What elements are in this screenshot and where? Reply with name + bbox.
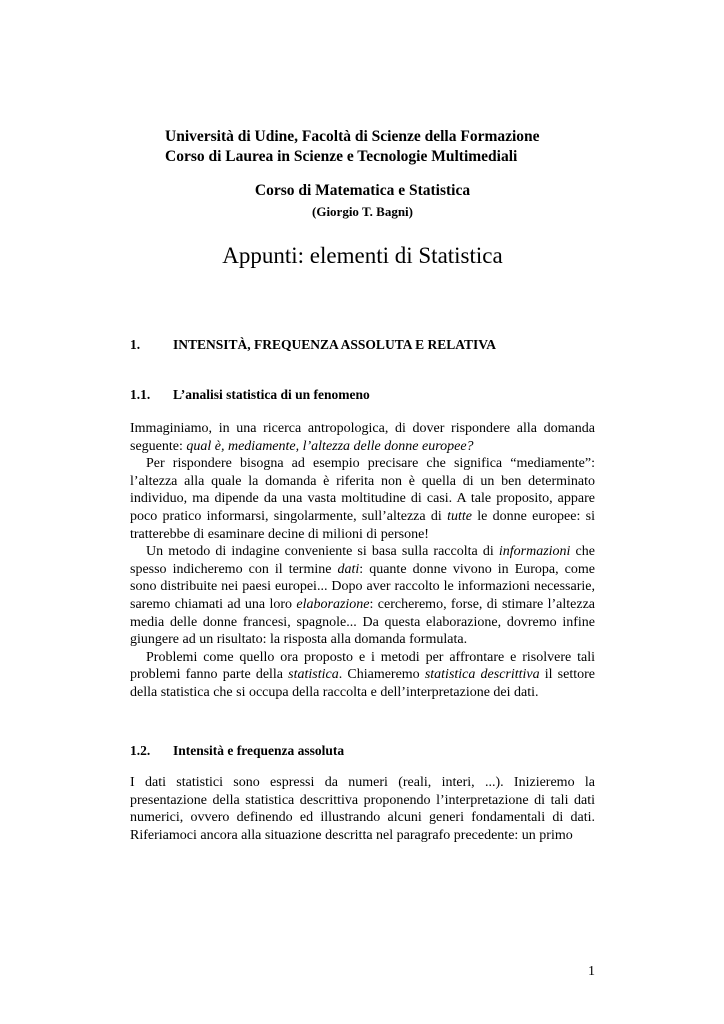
paragraph: I dati statistici sono espressi da numeri (reali, interi, ...). Inizieremo la presentazione della statistica descrittiva proponendo l’interpretazione di tali dati numerici, ovvero definendo ed illustrando alcuni generi fondamentali di dati. Riferiamoci ancora alla situazione descritta nel paragrafo precedente: un primo [130,775,595,843]
section-number: 1. [130,337,141,352]
page-number: 1 [588,964,595,979]
italic-text-run: dati [337,561,360,577]
course-title: Corso di Matematica e Statistica [254,182,471,199]
paragraph [130,455,595,543]
document-title: Appunti: elementi di Statistica [222,243,503,268]
italic-text-run: qual è, mediamente, l’altezza delle donne europee? [186,438,474,454]
section-title: INTENSITÀ, FREQUENZA ASSOLUTA E RELATIVA [173,337,496,352]
subsection-number: 1.1. [130,387,151,402]
text-run: Immaginiamo, in una ricerca antropologica, di dover rispondere alla domanda seguente: [130,421,595,454]
text-run: le donne europee: si tratterebbe di esaminare decine di milioni di persone! [130,508,595,542]
paragraph [130,649,595,702]
course-info [130,181,595,221]
paragraph [130,420,595,455]
university-header [165,127,605,167]
subsection-title: L’analisi statistica di un fenomeno [173,387,370,402]
subsection-number: 1.2. [130,743,151,758]
italic-text-run: informazioni [498,544,571,560]
italic-text-run: statistica descrittiva [424,667,540,683]
subsection-title: Intensità e frequenza assoluta [173,743,345,758]
italic-text-run: statistica [288,667,339,683]
text-run: . Chiameremo [338,667,425,683]
section-heading-1 [130,336,595,354]
subsection-1-2-body [130,774,595,844]
text-run: il settore della statistica che si occupa della raccolta e dell’interpretazione dei dati. [130,667,595,700]
degree-course-line: Corso di Laurea in Scienze e Tecnologie Multimediali [165,148,518,165]
text-run: che spesso indicheremo con il termine [130,544,595,577]
subsection-heading-1-1 [130,386,595,404]
university-line: Università di Udine, Facoltà di Scienze della Formazione [165,128,540,145]
subsection-1-1-body [130,420,595,702]
subsection-heading-1-2 [130,742,595,760]
paragraph [130,543,595,649]
course-author: (Giorgio T. Bagni) [312,204,413,219]
text-run: : cercheremo, forse, di stimare l’altezza media delle donne francesi, spagnole... Da questa elaborazione, dovremo infine giungere ad un risultato: la risposta alla domanda formulata. [130,596,596,648]
text-run: Per rispondere bisogna ad esempio precisare che significa “mediamente”: l’altezza alla quale la domanda è riferita non è quella di un ben determinato individuo, ma dipende da una vasta moltitudine di casi. A tale proposito, appare poco pratico informarsi, singolarmente, sull’altezza di [130,456,595,524]
italic-text-run: tutte [447,508,472,524]
text-run: : quante donne vivono in Europa, come sono distribuite nei paesi europei... Dopo aver raccolto le informazioni necessarie, saremo chiamati ad una loro [130,561,595,612]
italic-text-run: elaborazione [296,596,370,612]
text-run: Un metodo di indagine conveniente si basa sulla raccolta di [146,544,499,560]
text-run: Problemi come quello ora proposto e i metodi per affrontare e risolvere tali problemi fanno parte della [130,649,595,683]
